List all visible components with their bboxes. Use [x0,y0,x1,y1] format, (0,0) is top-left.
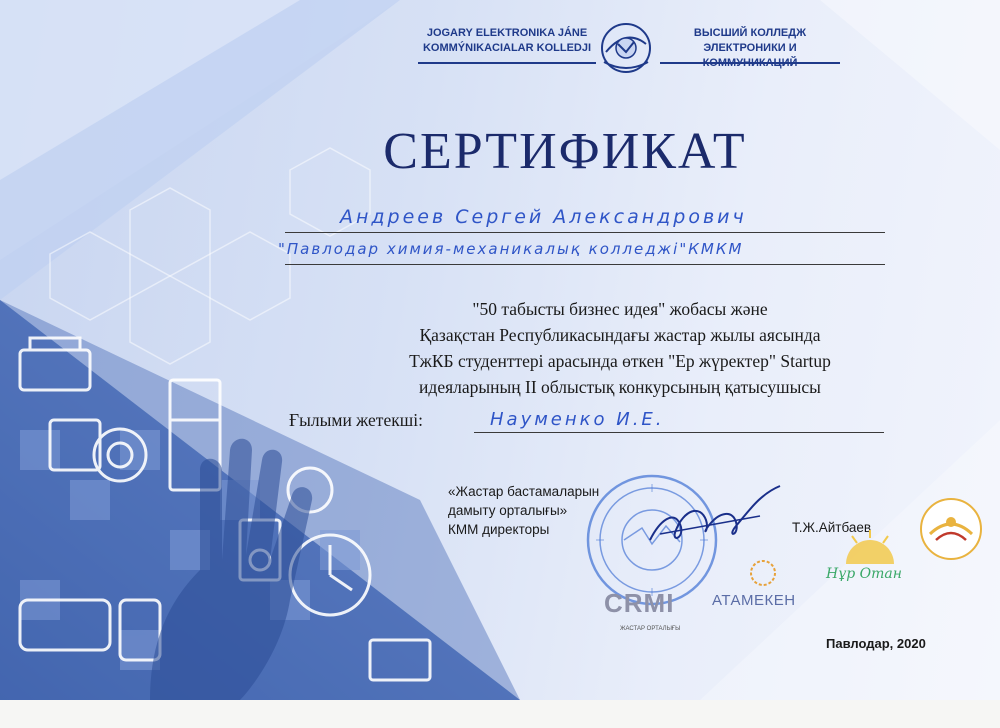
college-logo-icon [596,22,656,78]
college-name-latin [418,26,596,56]
recipient-institution: "Павлодар химия-механикалық колледжі"КМКМ [278,240,744,258]
body-line-2: Қазақстан Республикасындағы жастар жылы аясында [419,325,821,345]
crmi-logo: CRMI [604,588,675,618]
certificate-body [300,296,940,400]
director-line-3: КММ директоры [448,522,550,537]
supervisor-name: Науменко И.Е. [490,409,665,430]
college-name-cyrillic [660,26,840,71]
supervisor-label: Ғылыми жетекші: [289,410,423,430]
supervisor-line [474,432,884,433]
atameken-logo-icon [746,556,780,590]
header-left-line2: KOMMÝNIKACIALAR KOLLEDJI [422,42,592,54]
recipient-institution-line [285,264,885,265]
header-right-line2: ЭЛЕКТРОНИКИ И [703,42,797,54]
body-line-4: идеяларының II облыстық конкурсының қатысушысы [419,377,821,397]
scan-margin [0,700,1000,728]
atameken-logo: АТАМЕКЕН [712,592,796,609]
body-line-1: "50 табысты бизнес идея" жобасы және [472,299,768,319]
certificate-title: СЕРТИФИКАТ [383,123,747,180]
nurotan-sun-icon [840,528,900,568]
college-header [0,22,1000,82]
header-left-line1: JOGARY ELEKTRONIKA JÁNE [426,27,588,39]
director-signature [640,480,790,560]
header-left-rule [418,62,596,64]
crmi-logo-subtitle: ЖАСТАР ОРТАЛЫҒЫ [620,626,681,632]
director-line-2: дамыту орталығы» [448,503,568,518]
header-right-rule [660,62,840,64]
city-year: Павлодар, 2020 [826,636,926,651]
director-block [448,482,599,539]
body-line-3: ТжКБ студенттері арасында өткен "Ер жүректер" Startup [409,351,831,371]
director-line-1: «Жастар бастамаларын [448,484,600,499]
nurotan-logo: Нұр Отан [826,566,902,582]
emblem-logo-icon [918,496,984,562]
header-right-line1: ВЫСШИЙ КОЛЛЕДЖ [693,27,807,39]
recipient-name-line [285,232,885,233]
recipient-name: Андреев Сергей Александрович [340,206,747,228]
director-name: Т.Ж.Айтбаев [792,520,872,535]
